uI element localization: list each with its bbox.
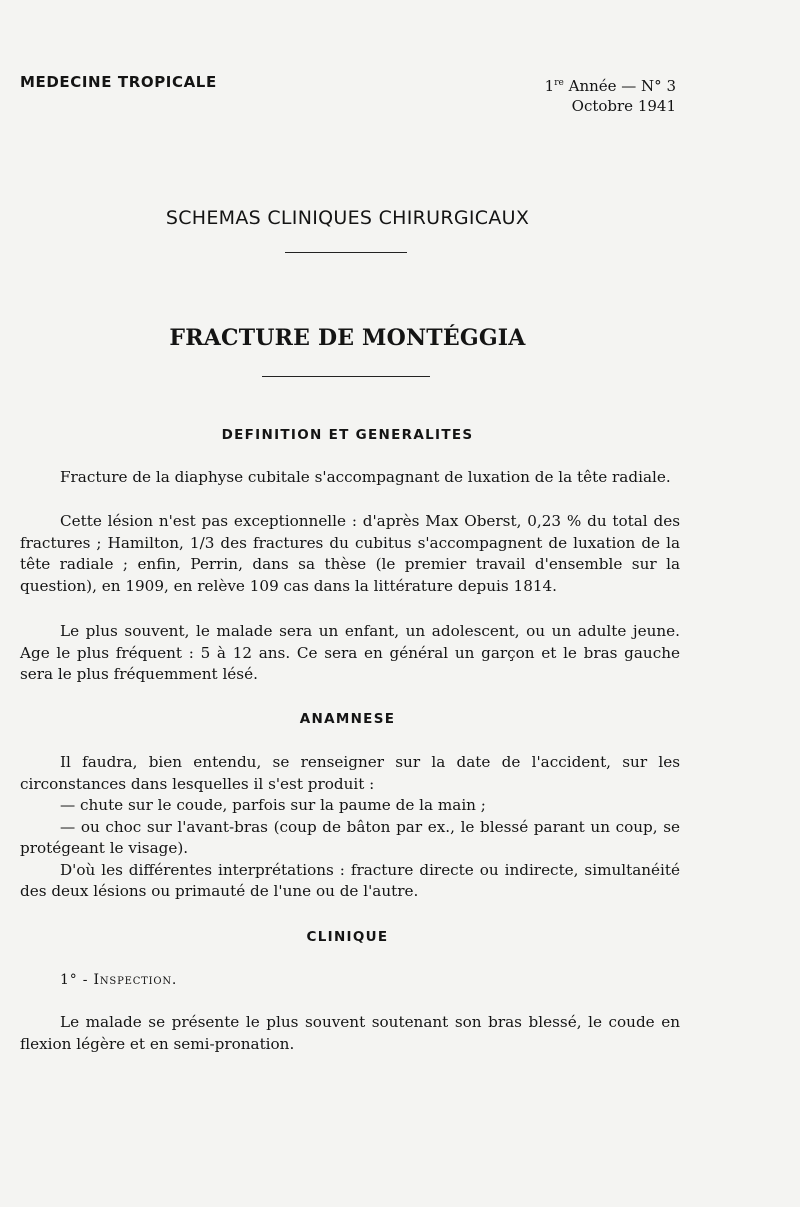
paragraph: Le plus souvent, le malade sera un enfant, un adolescent, ou un adulte jeune. Age le plus fréquent : 5 à 12 ans. Ce sera en général un garçon et le bras gauche sera le plus fréquemment lésé.	[20, 622, 680, 683]
subsection-heading: 1° - Inspection.	[60, 972, 178, 988]
divider-rule	[285, 252, 407, 253]
paragraph: Il faudra, bien entendu, se renseigner sur la date de l'accident, sur les circonstances dans lesquelles il s'est produit :	[20, 753, 680, 793]
journal-name: MEDECINE TROPICALE	[20, 73, 217, 91]
issue-date: Octobre 1941	[571, 97, 676, 115]
paragraph: Le malade se présente le plus souvent soutenant son bras blessé, le coude en flexion légère et en semi-pronation.	[20, 1013, 680, 1053]
paragraph: Cette lésion n'est pas exceptionnelle : d'après Max Oberst, 0,23 % du total des fractures ; Hamilton, 1/3 des fractures du cubitus s'accompagnent de luxation de la tête radiale ; enfin, Perrin, dans sa thèse (le premier travail d'ensemble sur la question), en 1909, en relève 109 cas dans la littérature depuis 1814.	[20, 512, 680, 595]
paragraph: Fracture de la diaphyse cubitale s'accompagnant de luxation de la tête radiale.	[60, 468, 671, 486]
list-item: — ou choc sur l'avant-bras (coup de bâton par ex., le blessé parant un coup, se protégeant le visage).	[20, 817, 680, 857]
section-heading-anamnese: ANAMNESE	[299, 711, 396, 727]
issue-info	[436, 73, 676, 116]
series-subtitle: SCHEMAS CLINIQUES CHIRURGICAUX	[165, 207, 530, 229]
divider-rule	[262, 376, 430, 377]
article-title: FRACTURE DE MONTÉGGIA	[169, 325, 526, 351]
issue-number: 1re Année — N° 3	[544, 77, 676, 95]
section-heading-clinique: CLINIQUE	[306, 929, 389, 945]
section-heading-definition: DEFINITION ET GENERALITES	[221, 427, 474, 443]
list-item: — chute sur le coude, parfois sur la paume de la main ;	[60, 796, 486, 814]
paragraph: D'où les différentes interprétations : fracture directe ou indirecte, simultanéité des deux lésions ou primauté de l'une ou de l'autre.	[20, 860, 680, 900]
anamnese-text	[20, 752, 680, 903]
